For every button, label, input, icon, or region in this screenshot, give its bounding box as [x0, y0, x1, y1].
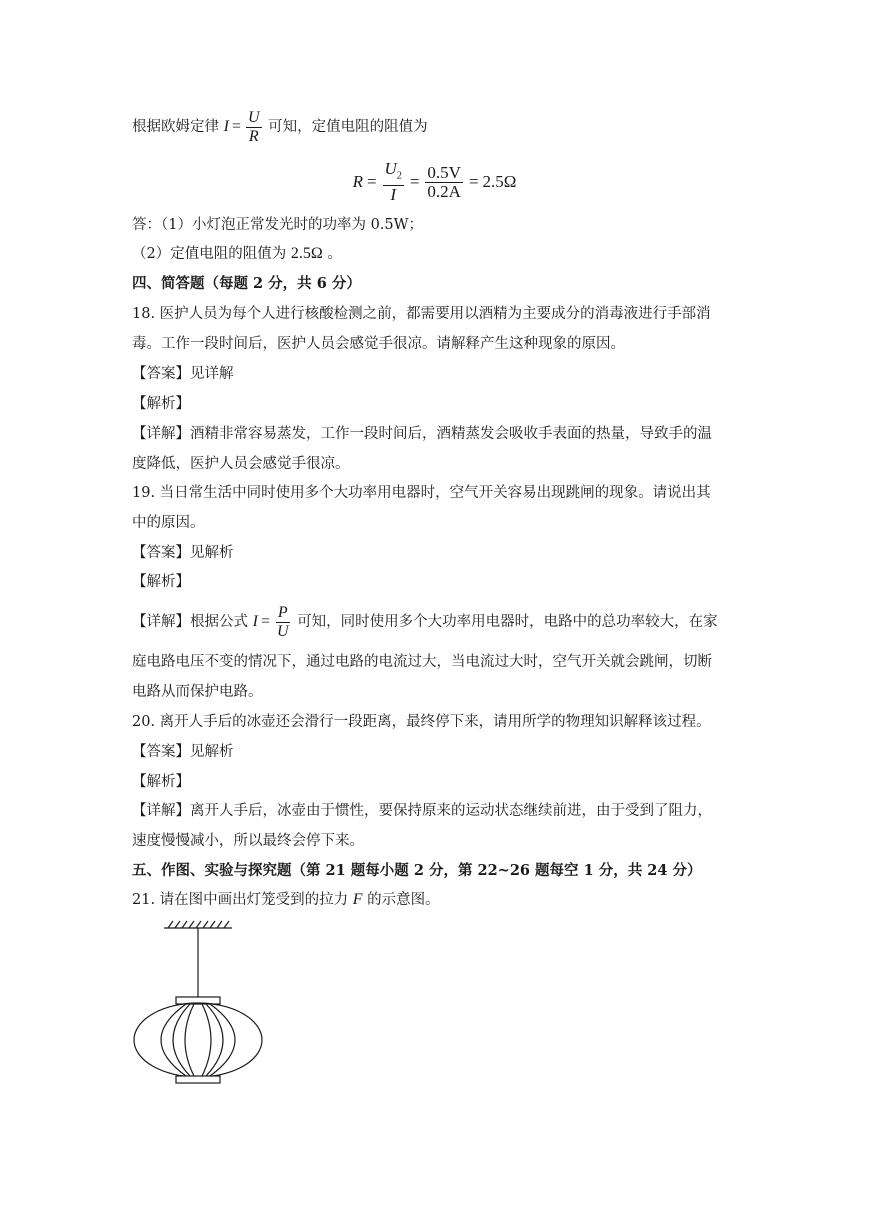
resistance-eq-fraction2: [425, 164, 463, 201]
power-formula-fraction: [275, 604, 291, 641]
lantern-figure: [128, 918, 268, 1090]
q20-answer: 【答案】见解析: [132, 744, 234, 760]
q21-prefix: 21. 请在图中画出灯笼受到的拉力: [132, 892, 349, 908]
power-formula-eq: =: [260, 613, 270, 630]
q20-line: 20. 离开人手后的冰壶还会滑行一段距离，最终停下来，请用所学的物理知识解释该过程。: [132, 714, 711, 730]
q19-detail-suffix: 可知，同时使用多个大功率用电器时，电路中的总功率较大，在家: [297, 614, 718, 630]
q20-detail-1: 【详解】离开人手后，冰壶由于惯性，要保持原来的运动状态继续前进，由于受到了阻力，: [132, 803, 712, 819]
lantern-bottom-cap: [176, 1076, 220, 1083]
q18-detail-2: 度降低，医护人员会感觉手很凉。: [132, 456, 350, 472]
ohm-formula-numerator: U: [247, 108, 260, 126]
lantern-body: [134, 1003, 262, 1077]
section5-title: 五、作图、实验与探究题（第 21 题每小题 2 分，第 22~26 题每空 1 分，共 24 分）: [132, 862, 702, 879]
q19-detail-prefix: 【详解】根据公式: [132, 614, 248, 630]
q20-detail-2: 速度慢慢减小，所以最终会停下来。: [132, 833, 364, 849]
ohm-intro-suffix: 可知，定值电阻的阻值为: [268, 119, 428, 135]
q21-suffix: 的示意图。: [367, 892, 440, 908]
resistance-eq-num1: U: [384, 159, 397, 178]
resistance-equation: [0, 160, 869, 204]
answer-line-2: [132, 244, 749, 264]
q20-analysis: 【解析】: [132, 774, 190, 790]
ceiling-hatch: [164, 921, 232, 928]
resistance-eq-fraction1: [383, 160, 404, 204]
q21-var: F: [352, 891, 363, 908]
resistance-eq-num1-sub: 2: [396, 170, 402, 182]
ohm-formula-denominator: R: [248, 127, 259, 145]
answer-line-2-value: 2.5Ω: [290, 245, 323, 262]
ohm-formula-eq: =: [231, 118, 241, 135]
resistance-eq-den2: 0.2A: [427, 181, 461, 201]
resistance-eq-eq1: =: [366, 172, 377, 192]
q18-line-2: 毒。工作一段时间后，医护人员会感觉手很凉。请解释产生这种现象的原因。: [132, 336, 625, 352]
resistance-eq-lhs: R: [352, 172, 363, 192]
section4-title: 四、简答题（每题 2 分，共 6 分）: [132, 275, 361, 292]
q19-answer: 【答案】见解析: [132, 545, 234, 561]
ohm-intro-line: [132, 107, 749, 147]
resistance-eq-num2: 0.5V: [427, 162, 461, 182]
answer-line-2-text: （2）定值电阻的阻值为: [132, 246, 287, 262]
ohm-formula-lhs: I: [223, 118, 229, 135]
power-formula-numerator: P: [277, 603, 288, 621]
answer-line-1: 答：（1）小灯泡正常发光时的功率为 0.5W；: [132, 217, 424, 233]
q19-detail-3: 电路从而保护电路。: [132, 684, 263, 700]
q18-analysis: 【解析】: [132, 396, 190, 412]
ohm-formula-fraction: [246, 109, 262, 146]
resistance-eq-eq2: =: [409, 172, 420, 192]
power-formula-denominator: U: [276, 622, 289, 640]
q19-detail-2: 庭电路电压不变的情况下，通过电路的电流过大，当电流过大时，空气开关就会跳闸，切断: [132, 654, 712, 670]
power-formula-lhs: I: [252, 613, 258, 630]
resistance-eq-result: 2.5Ω: [482, 172, 517, 192]
q19-line-2: 中的原因。: [132, 515, 205, 531]
resistance-eq-eq3: =: [468, 172, 479, 192]
resistance-eq-den1: I: [390, 185, 397, 205]
q19-line-1: 19. 当日常生活中同时使用多个大功率用电器时，空气开关容易出现跳闸的现象。请说出其: [132, 485, 711, 501]
q19-analysis: 【解析】: [132, 574, 190, 590]
q18-line-1: 18. 医护人员为每个人进行核酸检测之前，都需要用以酒精为主要成分的消毒液进行手部消: [132, 306, 711, 322]
q18-answer: 【答案】见详解: [132, 366, 234, 382]
power-formula: [253, 602, 293, 642]
q19-detail-formula-line: [132, 602, 749, 642]
answer-line-2-end: 。: [327, 246, 342, 262]
q21-line: [132, 890, 749, 910]
q18-detail-1: 【详解】酒精非常容易蒸发，工作一段时间后，酒精蒸发会吸收手表面的热量，导致手的温: [132, 426, 712, 442]
ohm-formula: [224, 107, 264, 147]
ohm-intro-prefix: 根据欧姆定律: [132, 119, 219, 135]
